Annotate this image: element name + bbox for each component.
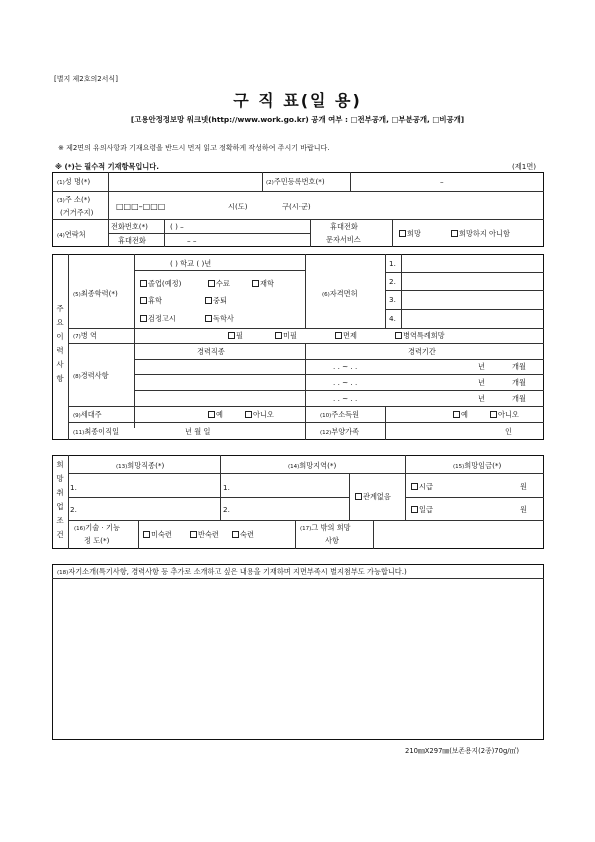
license-label: (6)자격면허 (322, 289, 358, 298)
desired-side-label: 희 망 취 업 조 건 (56, 460, 64, 539)
form-number: [별지 제2호의2서식] (54, 75, 118, 83)
desired-wage-header: (15)희망임금(*) (453, 461, 502, 470)
desired-job-header: (13)희망직종(*) (116, 461, 165, 470)
address-label: (3)주 소(*) (57, 195, 91, 204)
edu-completed-checkbox[interactable]: 수료 (208, 280, 230, 288)
self-introduction-label: (18)자기소개(특기사항, 경력사항 등 추가로 소개하고 싶은 내용을 기재하며 지면부족시 별지첨부도 가능합니다.) (57, 567, 407, 576)
school-field[interactable]: ( ) 학교 ( )년 (170, 259, 212, 268)
sms-no-checkbox[interactable]: 희망하지 아니함 (451, 230, 510, 238)
desired-area-field[interactable]: 1. (223, 483, 230, 492)
household-label: (9)세대주 (73, 410, 102, 419)
name-label: (1)성 명(*) (57, 177, 91, 186)
desired-area-header: (14)희망지역(*) (288, 461, 337, 470)
history-section (52, 254, 544, 440)
military-exempt-checkbox[interactable]: 면제 (335, 332, 357, 340)
career-year-unit: 년 (478, 362, 485, 371)
sms-label: 휴대전화 (330, 222, 358, 231)
skill-label: (16)기술 · 기능 (74, 523, 120, 532)
edu-graduated-checkbox[interactable]: 졸업(예정) (140, 280, 181, 288)
career-month-unit: 개월 (512, 362, 526, 371)
mobile-field[interactable]: – – (187, 236, 197, 245)
career-month-unit: 개월 (512, 378, 526, 387)
edu-dropout-checkbox[interactable]: 중퇴 (205, 297, 227, 305)
sms-yes-checkbox[interactable]: 희망 (399, 230, 421, 238)
career-year-unit: 년 (478, 378, 485, 387)
desired-job-field[interactable]: 1. (70, 483, 77, 492)
mobile-label: 휴대전화 (118, 236, 146, 245)
license-item[interactable]: 1. (389, 259, 396, 268)
license-item[interactable]: 3. (389, 295, 396, 304)
career-period-field[interactable]: . . ~ . . (333, 362, 358, 371)
skill-unskilled-checkbox[interactable]: 미숙련 (143, 531, 172, 539)
military-special-checkbox[interactable]: 병역특례희망 (395, 332, 445, 340)
contact-label: (4)연락처 (57, 230, 86, 239)
history-side-label: 주 요 이 력 사 항 (56, 304, 64, 383)
edu-leave-checkbox[interactable]: 휴학 (140, 297, 162, 305)
desired-area-field[interactable]: 2. (223, 505, 230, 514)
hourly-wage-unit: 원 (520, 482, 527, 491)
paper-spec-footer: 210㎜X297㎜(보존용지(2종)70g/㎡) (405, 747, 520, 755)
career-month-unit: 개월 (512, 394, 526, 403)
income-no-checkbox[interactable]: 아니오 (490, 411, 519, 419)
career-year-unit: 년 (478, 394, 485, 403)
edu-ged-checkbox[interactable]: 검정고시 (140, 315, 176, 323)
skill-semiskilled-checkbox[interactable]: 반숙련 (190, 531, 219, 539)
self-introduction-field[interactable] (54, 580, 542, 738)
city-field[interactable]: 시(도) (228, 202, 248, 211)
desired-job-field[interactable]: 2. (70, 505, 77, 514)
military-notdone-checkbox[interactable]: 미필 (275, 332, 297, 340)
daily-wage-unit: 원 (520, 505, 527, 514)
phone-field[interactable]: ( ) – (170, 222, 184, 231)
name-field[interactable] (110, 174, 260, 189)
page-label: (제1면) (512, 162, 537, 171)
page-title: 구 직 표(일 용) (233, 91, 362, 110)
military-label: (7)병 역 (73, 331, 97, 340)
last-leave-label: (11)최종이직일 (73, 427, 120, 436)
hourly-wage-checkbox[interactable]: 시급 (411, 483, 433, 491)
address-sublabel: (거거주지) (60, 208, 94, 217)
education-label: (5)최종학력(*) (73, 289, 118, 298)
income-source-label: (10)주소득원 (320, 410, 360, 419)
skill-label-2: 정 도(*) (84, 536, 110, 545)
area-no-matter-checkbox[interactable]: 관계없음 (355, 493, 391, 501)
household-yes-checkbox[interactable]: 예 (208, 411, 223, 419)
postal-code-field[interactable]: □□□–□□□ (116, 202, 166, 211)
career-job-header: 경력직종 (197, 347, 225, 356)
license-item[interactable]: 2. (389, 277, 396, 286)
sms-label-2: 문자서비스 (326, 235, 361, 244)
notice-text: ※ 제2면의 유의사항과 기재요령을 반드시 먼저 읽고 정확하게 작성하여 주시기 바랍니다. (58, 144, 330, 152)
dependents-label: (12)부양가족 (320, 427, 360, 436)
edu-enrolled-checkbox[interactable]: 재학 (252, 280, 274, 288)
edu-selfstudy-checkbox[interactable]: 독학사 (205, 315, 234, 323)
career-period-field[interactable]: . . ~ . . (333, 394, 358, 403)
career-label: (8)경력사항 (73, 371, 109, 380)
license-item[interactable]: 4. (389, 314, 396, 323)
skill-skilled-checkbox[interactable]: 숙련 (232, 531, 254, 539)
phone-label: 전화번호(*) (111, 222, 148, 231)
daily-wage-checkbox[interactable]: 일급 (411, 506, 433, 514)
household-no-checkbox[interactable]: 아니오 (245, 411, 274, 419)
last-leave-field[interactable]: 년 월 일 (185, 427, 211, 436)
required-note: ※ (*)는 필수적 기재항목입니다. (55, 162, 159, 171)
rrn-field[interactable]: – (440, 177, 444, 186)
other-wishes-label-2: 사항 (325, 536, 339, 545)
public-disclosure-line: [고용안정정보망 워크넷(http://www.work.go.kr) 공개 여부 : □전부공개, □부분공개, □비공개] (130, 115, 465, 124)
military-done-checkbox[interactable]: 필 (228, 332, 243, 340)
dependents-unit: 인 (505, 427, 512, 436)
income-yes-checkbox[interactable]: 예 (453, 411, 468, 419)
other-wishes-label: (17)그 밖의 희망 (300, 523, 351, 532)
district-field[interactable]: 구(시·군) (282, 202, 311, 211)
career-period-header: 경력기간 (408, 347, 436, 356)
other-wishes-field[interactable] (376, 522, 542, 547)
rrn-label: (2)주민등록번호(*) (266, 177, 325, 186)
career-period-field[interactable]: . . ~ . . (333, 378, 358, 387)
